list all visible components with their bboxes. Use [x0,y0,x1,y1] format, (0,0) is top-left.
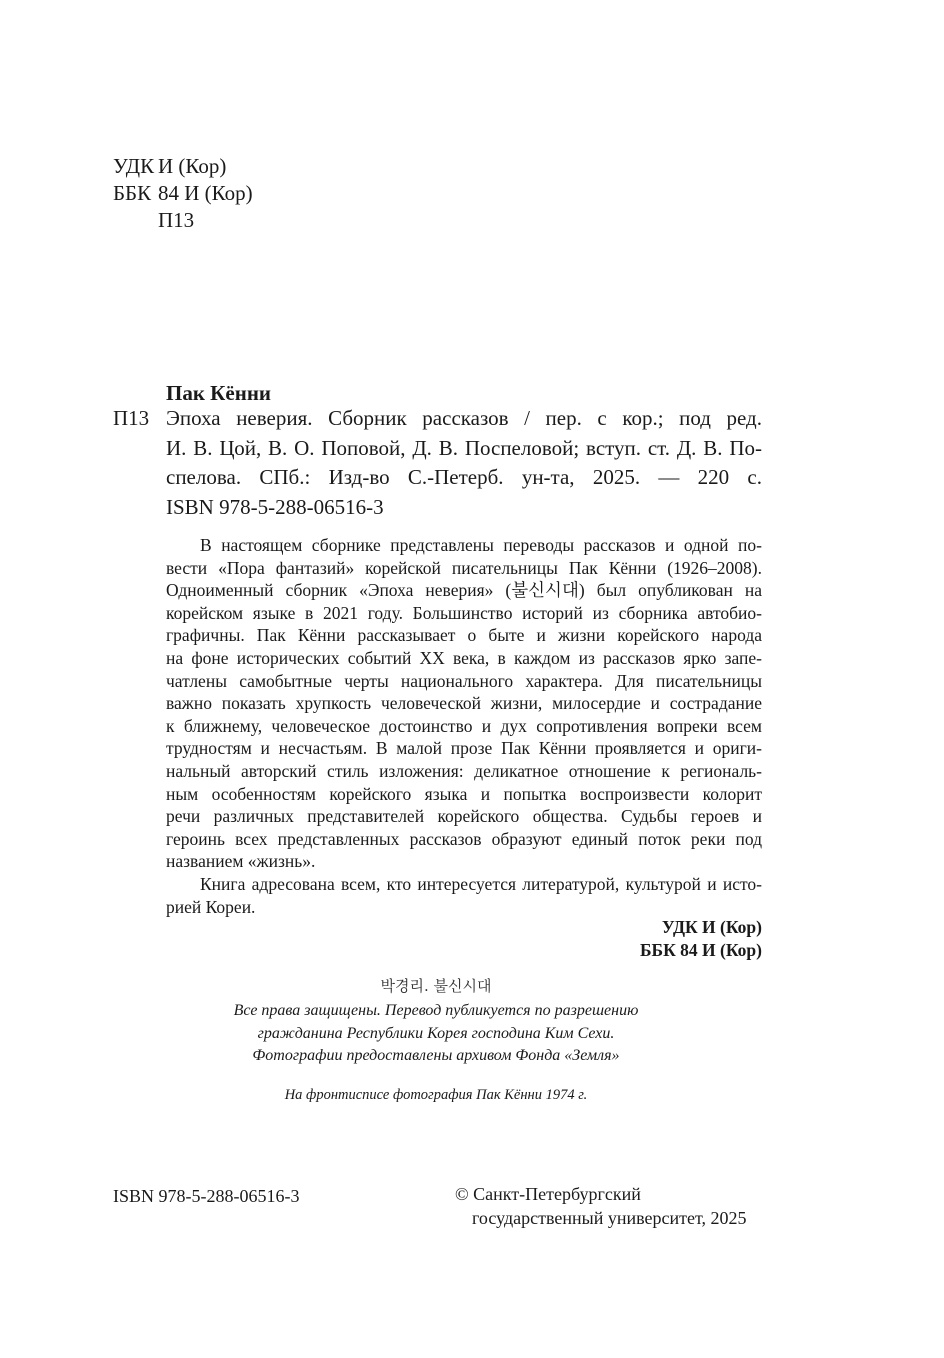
author-name: Пак Кённи [166,381,272,405]
original-title: 박경리. 불신시대 [380,977,492,995]
annotation-line: ным особенностям корейского языка и попытка воспроизвести колорит [166,783,762,804]
bbk-code: ББК [113,181,152,205]
annotation-line: корейском языке в 2021 году. Большинство историй из сборника автобио- [166,602,762,623]
rights-line: гражданина Республики Корея господина Ким Сехи. [257,1024,615,1042]
bbk-line [113,180,253,207]
classification-block [113,153,253,234]
annotation-line: рией Кореи. [166,896,256,917]
annotation-line: вести «Пора фантазий» корейской писательницы Пак Кённи (1926–2008). [166,557,762,578]
bbk-value: 84 И (Кор) [158,181,253,205]
author-mark-line [113,207,253,234]
copyright-line: государственный университет, 2025 [472,1208,747,1228]
annotation-line: трудностям и несчастьям. В малой прозе Пак Кённи проявляется и ориги- [166,738,762,759]
rights-line: Фотографии предоставлены архивом Фонда «Земля» [252,1047,620,1064]
copyright-line: © Санкт-Петербургский [455,1184,641,1204]
bib-mark: П13 [113,406,150,430]
annotation-line: важно показать хрупкость человеческой жизни, милосердие и сострадание [166,693,762,714]
annotation-line: к ближнему, человеческое достоинство и дух сопротивления вопреки всем [166,715,762,736]
annotation-line: В настоящем сборнике представлены переводы рассказов и одной по- [200,535,762,555]
annotation-line: чатлены самобытные черты национального характера. Для писательницы [166,670,762,691]
frontispiece-note: На фронтисписе фотография Пак Кённи 1974 г. [284,1087,588,1103]
udk-value: И (Кор) [158,154,227,178]
summary-codes [560,916,762,962]
annotation-line: Одноименный сборник «Эпоха неверия» (불신시대) был опубликован на [166,580,762,601]
bib-line: И. В. Цой, В. О. Поповой, Д. В. Поспеловой; вступ. ст. Д. В. По- [166,435,762,460]
annotation-line: Книга адресована всем, кто интересуется литературой, культурой и исто- [200,873,762,894]
bib-line: Эпоха неверия. Сборник рассказов / пер. с кор.; под ред. [166,406,762,430]
footer-copyright [455,1182,747,1230]
bib-line: спелова. СПб.: Изд-во С.-Петерб. ун-та, 2025. — 220 с. [166,465,762,489]
bib-isbn: ISBN 978-5-288-06516-3 [166,494,384,519]
udk-line [113,153,253,180]
annotation-line: графичны. Пак Кённи рассказывает о быте и жизни корейского народа [166,625,762,646]
rights-notice [166,1000,706,1068]
bbk-summary: ББК 84 И (Кор) [639,940,762,960]
annotation-line: речи различных представителей корейского общества. Судьбы героев и [166,806,762,827]
annotation-line: нальный авторский стиль изложения: деликатное отношение к региональ- [166,760,762,781]
udk-code: УДК [113,154,155,178]
annotation-line: названием «жизнь». [166,851,316,872]
annotation-line: на фоне исторических событий XX века, в каждом из рассказов ярко запе- [166,647,762,668]
bibliographic-description [166,404,762,522]
annotation [166,534,762,918]
author-mark: П13 [158,208,195,232]
annotation-line: героинь всех представленных рассказов образуют единый поток реки под [166,828,762,849]
footer-isbn: ISBN 978-5-288-06516-3 [113,1186,300,1206]
rights-line: Все права защищены. Перевод публикуется по разрешению [233,1002,639,1019]
udk-summary: УДК И (Кор) [661,917,762,937]
